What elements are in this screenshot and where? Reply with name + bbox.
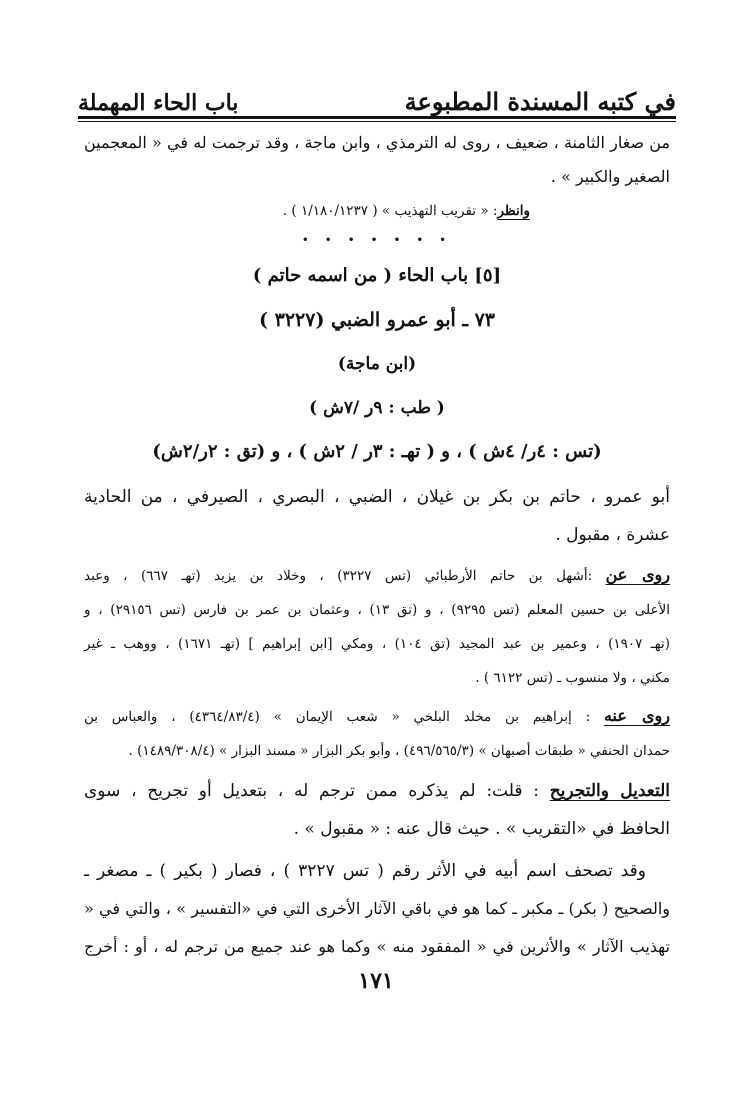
grading-line-2: الحافظ في «التقريب » . حيث قال عنه : « مقبول » . xyxy=(293,819,670,839)
header-book-title: في كتبه المسندة المطبوعة xyxy=(404,87,676,116)
header-rule-thick xyxy=(78,116,676,119)
see-also-label: وانظر xyxy=(497,203,530,219)
narrated-from-line-3: (تهـ ١٩٠٧) ، وعمير بن عبد المجيد (تق ١٠٤) ، ومكي [ابن إبراهيم ] (تهـ ١٦٧١) ، ووهب ـ غير xyxy=(84,636,670,652)
page-body xyxy=(84,126,670,966)
page-number: ١٧١ xyxy=(358,968,394,994)
header-rule-thin xyxy=(78,121,676,122)
note-line-3: تهذيب الآثار » والأثرين في « المفقود منه » وكما هو عند جميع من ترجم له ، أو : أخرج xyxy=(84,937,670,956)
running-header xyxy=(78,70,676,116)
narrated-from-line-4: مكني ، ولا منسوب ـ (تس ٦١٢٢ ) . xyxy=(475,670,670,686)
narrated-from-line-1 xyxy=(84,558,670,593)
entry-codes-2: (تس : ٤ر/ ٤ش ) ، و ( تهـ : ٣ر / ٢ش ) ، و (تق : ٢ر/٢ش) xyxy=(152,441,602,462)
entry-source: (ابن ماجة) xyxy=(337,354,417,374)
entry-codes-1: ( طب : ٩ر /٧ش ) xyxy=(309,398,445,418)
intro-line-1: من صغار الثامنة ، ضعيف ، روى له الترمذي ، وابن ماجة ، وقد ترجمت له في « المعجمين xyxy=(84,133,670,152)
narrated-from-label: روى عن xyxy=(605,565,671,584)
bio-line-1: أبو عمرو ، حاتم بن بكر بن غيلان ، الضبي ، البصري ، الصيرفي ، من الحادية xyxy=(84,487,670,507)
narrated-from-text-1: :أشهل بن حاتم الأرطبائي (تس ٣٢٢٧) ، وخلاد بن يزيد (تهـ ٦٦٧) ، وعبد xyxy=(84,568,606,584)
entry-title: ٧٣ ـ أبو عمرو الضبي (٣٢٢٧ ) xyxy=(259,309,495,331)
section-heading: [٥] باب الحاء ( من اسمه حاتم ) xyxy=(252,265,502,286)
narrated-by-text-1: : إبراهيم بن مخلد البلخي « شعب الإيمان » (٤٣٦٤/٨٣/٤) ، والعباس بن xyxy=(84,709,604,725)
see-also-text: : « تقريب التهذيب » ( ١/١٨٠/١٢٣٧ ) . xyxy=(282,203,498,219)
note-line-1: وقد تصحف اسم أبيه في الأثر رقم ( تس ٣٢٢٧ ) ، فصار ( بكير ) ـ مصغر ـ xyxy=(84,861,647,881)
grading-line-1 xyxy=(84,772,670,810)
bio-line-2: عشرة ، مقبول . xyxy=(555,525,670,545)
note-line-2: والصحيح ( بكر) ـ مكبر ـ كما هو في باقي الآثار الأخرى التي في «التفسير » ، والتي في « xyxy=(84,899,670,918)
narrated-by-line-2: حمدان الحنفي « طبقات أصبهان » (٤٩٦/٥٦٥/٣) ، وأبو بكر البزار « مسند البزار » (١٤٨٩/٣٠٨/٤) . xyxy=(128,743,670,759)
see-also-line xyxy=(84,194,670,228)
header-chapter-title: باب الحاء المهملة xyxy=(78,90,239,116)
grading-text-1: : قلت: لم يذكره ممن ترجم له ، بتعديل أو تجريح ، سوى xyxy=(84,781,550,801)
narrated-by-label: روى عنه xyxy=(603,706,670,725)
grading-label: التعديل والتجريح xyxy=(549,781,670,801)
narrated-from-line-2: الأعلى بن حسين المعلم (تس ٩٢٩٥) ، و (تق ١٣) ، وعثمان بن عمر بن فارس (تس ٢٩١٥٦) ، و xyxy=(84,602,670,618)
intro-line-2: الصغير والكبير » . xyxy=(550,167,670,186)
narrated-by-line-1 xyxy=(84,699,670,734)
separator-dots: • • • • • • • xyxy=(301,233,453,247)
